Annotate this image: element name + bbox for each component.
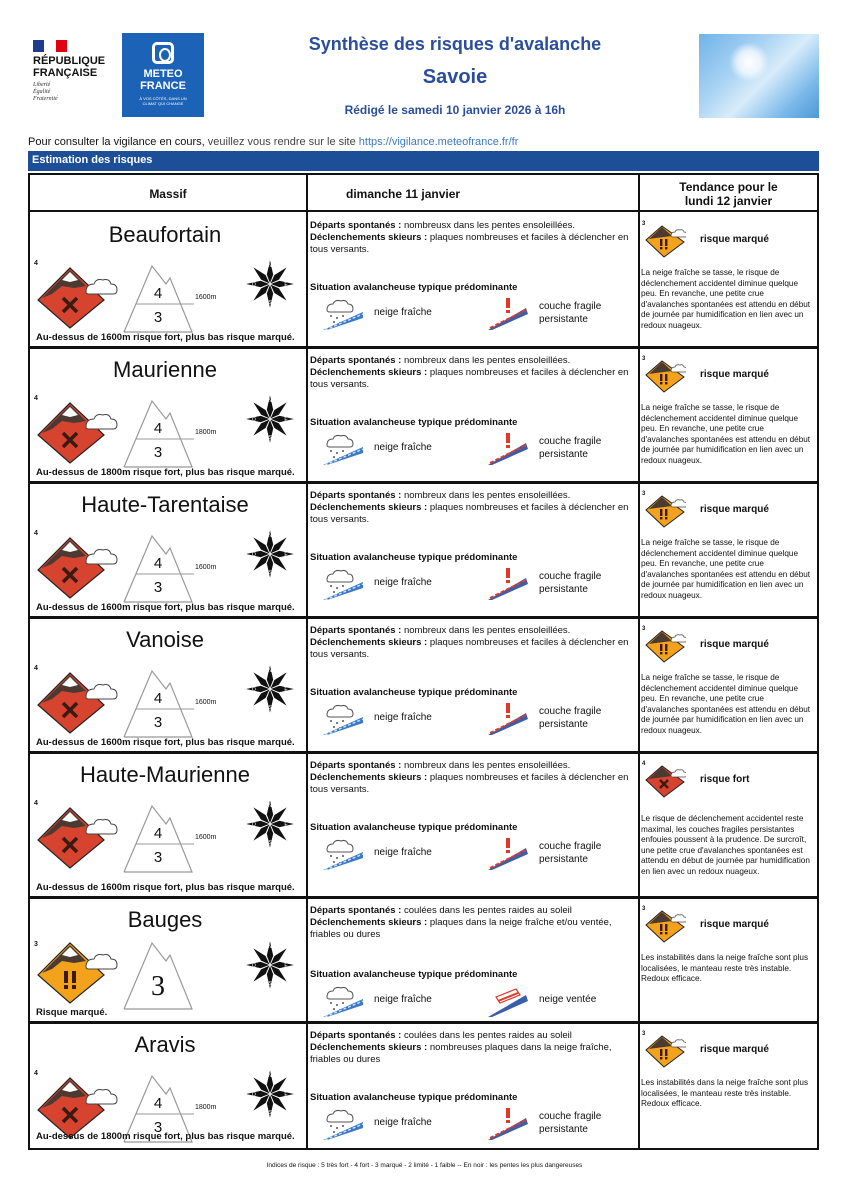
risk-upper-value: 4 xyxy=(153,825,163,842)
rf-motto xyxy=(33,82,113,103)
massif-name: Vanoise xyxy=(126,627,204,652)
cloud-icon xyxy=(86,550,117,565)
trend-risk-pictogram xyxy=(644,224,686,258)
situation-text: couche fragile persistante xyxy=(539,1111,602,1135)
situation-icon-fresh xyxy=(321,433,365,465)
trend-cloud-icon xyxy=(671,230,686,237)
risk-upper-value: 4 xyxy=(153,555,163,572)
risk-lower-value: 3 xyxy=(153,714,163,731)
risk-lower-value: 3 xyxy=(153,1119,163,1136)
risk-summary: Au-dessus de 1600m risque fort, plus bas risque marqué. xyxy=(36,882,295,893)
exclamation-mark xyxy=(72,971,76,983)
situation-icon-weak xyxy=(486,838,530,870)
trend-description: La neige fraîche se tasse, le risque de déclenchement accidentel diminue quelque peu. En revanche, une petite crue d'avalanches spontanées est attendu en début de journée par humidification en lien avec un redoux nuageux. xyxy=(641,538,811,600)
altitude-diagram xyxy=(122,397,194,469)
trend-risk-pictogram xyxy=(644,629,686,663)
declenchements-text: plaques nombreuses et faciles à déclencher en tous versants. xyxy=(310,502,629,525)
rose-letter: N xyxy=(268,533,272,539)
cloud-icon xyxy=(86,685,117,700)
rose-letter: S xyxy=(268,840,272,846)
departs-label: Départs spontanés : xyxy=(310,220,402,231)
situation-icon-fresh xyxy=(321,985,365,1017)
declenchements-label: Déclenchements skieurs : xyxy=(310,637,428,648)
risk-upper-value: 4 xyxy=(153,285,163,302)
situation-label: Situation avalancheuse typique prédominante xyxy=(310,417,518,428)
situation-icon-weak xyxy=(486,568,530,600)
warning-mark xyxy=(506,715,510,718)
risk-pictogram xyxy=(34,671,118,735)
departs-label: Départs spontanés : xyxy=(310,905,402,916)
altitude-diagram xyxy=(122,667,194,739)
rose-letter: S xyxy=(268,570,272,576)
altitude-threshold: 1600m xyxy=(195,699,217,706)
rose-letter: O xyxy=(252,1092,256,1098)
trend-risk-pictogram xyxy=(644,359,686,393)
risk-upper-value: 4 xyxy=(153,1095,163,1112)
situation-text: couche fragile persistante xyxy=(539,841,602,865)
meteo-name-2: FRANCE xyxy=(140,80,186,92)
risk-lower-value: 3 xyxy=(153,579,163,596)
rose-letter: N xyxy=(268,803,272,809)
risk-description xyxy=(310,625,640,661)
rose-letter: E xyxy=(284,1092,288,1098)
situation-label: Situation avalancheuse typique prédominante xyxy=(310,969,518,980)
snow-slope xyxy=(323,582,363,600)
risk-summary: Au-dessus de 1600m risque fort, plus bas risque marqué. xyxy=(36,602,295,613)
massif-row xyxy=(30,899,817,1024)
risk-level-number: 4 xyxy=(34,800,38,807)
consult-middle: veuillez vous rendre sur le site xyxy=(204,136,359,148)
risk-level-number: 4 xyxy=(34,530,38,537)
cloud-icon xyxy=(86,820,117,835)
departs-label: Départs spontanés : xyxy=(310,625,402,636)
situation-icon-fresh xyxy=(321,1108,365,1140)
exclamation-mark xyxy=(64,971,68,983)
massif-name: Haute-Maurienne xyxy=(80,762,250,787)
declenchements-label: Déclenchements skieurs : xyxy=(310,772,428,783)
trend-header-line-2: lundi 12 janvier xyxy=(684,193,773,208)
warning-mark xyxy=(506,1108,510,1118)
section-title-bar: Estimation des risques xyxy=(28,151,819,171)
republique-francaise-logo xyxy=(33,40,113,103)
risk-lower-value: 3 xyxy=(153,849,163,866)
risk-level-number: 4 xyxy=(34,260,38,267)
departs-label: Départs spontanés : xyxy=(310,355,402,366)
meteo-france-logo xyxy=(122,33,204,117)
warning-mark xyxy=(506,298,510,308)
risk-summary: Au-dessus de 1600m risque fort, plus bas risque marqué. xyxy=(36,737,295,748)
departs-text: coulées dans les pentes raides au soleil xyxy=(403,1030,572,1041)
risk-level-number: 4 xyxy=(34,395,38,402)
meteo-name-1: METEO xyxy=(143,68,183,80)
rose-letter: E xyxy=(284,552,288,558)
rose-letter: N xyxy=(268,668,272,674)
motto-fraternite: Fraternité xyxy=(33,96,58,102)
risk-upper-value: 4 xyxy=(153,690,163,707)
trend-cloud-icon xyxy=(671,915,686,922)
sky-photo xyxy=(699,34,819,118)
situation-label: Situation avalancheuse typique prédominante xyxy=(310,687,518,698)
rose-letter: E xyxy=(284,282,288,288)
risk-summary: Au-dessus de 1800m risque fort, plus bas risque marqué. xyxy=(36,467,295,478)
rose-letter: N xyxy=(268,263,272,269)
rose-letter: N xyxy=(268,944,272,950)
trend-risk-pictogram xyxy=(644,494,686,528)
cloud-icon xyxy=(86,955,117,970)
departs-text: nombreux dans les pentes ensoleillées. xyxy=(403,625,571,636)
altitude-diagram xyxy=(122,939,194,1011)
risk-single-value: 3 xyxy=(151,971,165,1002)
warning-mark xyxy=(506,703,510,713)
rose-letter: O xyxy=(252,552,256,558)
departs-label: Départs spontanés : xyxy=(310,1030,402,1041)
altitude-diagram xyxy=(122,802,194,874)
trend-description: Les instabilités dans la neige fraîche sont plus localisées, le manteau reste très instable. Redoux efficace. xyxy=(641,953,809,983)
aspect-rose xyxy=(244,798,296,850)
risk-description xyxy=(310,355,640,391)
department-title: Savoie xyxy=(422,66,488,88)
situation-text: neige fraîche xyxy=(374,1117,432,1128)
situation-text: neige fraîche xyxy=(374,712,432,723)
rose-letter: E xyxy=(284,687,288,693)
declenchements-label: Déclenchements skieurs : xyxy=(310,1042,428,1053)
situation-icon-wind xyxy=(486,985,530,1017)
rf-title-line-1: RÉPUBLIQUE xyxy=(33,55,106,67)
written-date: Rédigé le samedi 10 janvier 2026 à 16h xyxy=(344,103,566,117)
situation-text: neige fraîche xyxy=(374,994,432,1005)
cloud-icon xyxy=(86,415,117,430)
meteo-france-icon xyxy=(152,42,174,64)
exclamation-mark xyxy=(72,985,76,989)
rose-letter: O xyxy=(252,822,256,828)
situation-icon-fresh xyxy=(321,568,365,600)
risk-description xyxy=(310,1030,640,1066)
rose-letter: O xyxy=(252,282,256,288)
rose-letter: E xyxy=(284,963,288,969)
declenchements-text: plaques nombreuses et faciles à déclencher en tous versants. xyxy=(310,232,629,255)
altitude-diagram xyxy=(122,262,194,334)
trend-description: La neige fraîche se tasse, le risque de déclenchement accidentel diminue quelque peu. En revanche, une petite crue d'avalanches spontanées est attendu en début de journée par humidification en lien avec un redoux nuageux. xyxy=(641,268,811,330)
situation-text: couche fragile persistante xyxy=(539,436,602,460)
col-header-day: dimanche 11 janvier xyxy=(346,186,461,201)
snow-slope xyxy=(323,447,363,465)
trend-header-line-1: Tendance pour le xyxy=(679,179,778,194)
trend-description: La neige fraîche se tasse, le risque de déclenchement accidentel diminue quelque peu. En revanche, une petite crue d'avalanches spontanées est attendu en début de journée par humidification en lien avec un redoux nuageux. xyxy=(641,403,811,465)
massif-name: Beaufortain xyxy=(108,222,222,247)
declenchements-text: plaques nombreuses et faciles à déclencher en tous versants. xyxy=(310,772,629,795)
situation-text: neige fraîche xyxy=(374,442,432,453)
trend-cloud-icon xyxy=(671,770,686,777)
departs-text: nombreux dans les pentes ensoleillées. xyxy=(403,490,571,501)
massif-row xyxy=(30,754,817,899)
risk-description xyxy=(310,905,640,941)
rose-letter: N xyxy=(268,1073,272,1079)
risk-pictogram xyxy=(34,266,118,330)
table-header xyxy=(30,175,817,212)
warning-mark xyxy=(506,433,510,443)
risk-pictogram xyxy=(34,401,118,465)
massif-row xyxy=(30,349,817,484)
situation-icon-fresh xyxy=(321,298,365,330)
rose-letter: E xyxy=(284,822,288,828)
situation-icon-fresh xyxy=(321,703,365,735)
rose-letter: O xyxy=(252,687,256,693)
rose-letter: O xyxy=(252,963,256,969)
risk-level-number: 3 xyxy=(34,941,38,948)
rose-letter: S xyxy=(268,705,272,711)
trend-risk-number: 3 xyxy=(642,1031,646,1037)
warning-mark xyxy=(506,838,510,848)
rose-letter: N xyxy=(268,398,272,404)
altitude-threshold: 1600m xyxy=(195,294,217,301)
situation-icon-weak xyxy=(486,433,530,465)
french-flag-icon xyxy=(33,40,67,52)
trend-risk-pictogram xyxy=(644,909,686,943)
declenchements-text: plaques nombreuses et faciles à déclencher en tous versants. xyxy=(310,637,629,660)
departs-text: coulées dans les pentes raides au soleil xyxy=(403,905,572,916)
snow-slope xyxy=(323,852,363,870)
trend-risk-number: 3 xyxy=(642,221,646,227)
trend-risk-label: risque marqué xyxy=(700,504,769,515)
snow-slope xyxy=(323,1122,363,1140)
trend-cloud-icon xyxy=(671,500,686,507)
trend-cloud-icon xyxy=(671,635,686,642)
aspect-rose xyxy=(244,939,296,991)
situation-text: couche fragile persistante xyxy=(539,571,602,595)
altitude-threshold: 1800m xyxy=(195,429,217,436)
col-header-massif: Massif xyxy=(149,186,187,201)
departs-label: Départs spontanés : xyxy=(310,490,402,501)
altitude-diagram xyxy=(122,532,194,604)
page-title: Synthèse des risques d'avalanche xyxy=(308,34,602,54)
situation-icon-weak xyxy=(486,298,530,330)
situation-label: Situation avalancheuse typique prédominante xyxy=(310,552,518,563)
risk-summary: Risque marqué. xyxy=(36,1007,108,1018)
aspect-rose xyxy=(244,1068,296,1120)
motto-egalite: Égalité xyxy=(33,89,51,95)
massif-row xyxy=(30,484,817,619)
massif-row xyxy=(30,1024,817,1148)
massif-row xyxy=(30,619,817,754)
situation-label: Situation avalancheuse typique prédominante xyxy=(310,822,518,833)
motto-liberte: Liberté xyxy=(33,82,51,88)
aspect-rose xyxy=(244,663,296,715)
consult-prefix: Pour consulter la vigilance en cours, xyxy=(28,136,205,148)
altitude-threshold: 1600m xyxy=(195,834,217,841)
trend-risk-label: risque marqué xyxy=(700,234,769,245)
warning-mark xyxy=(506,445,510,448)
massif-name: Aravis xyxy=(134,1032,196,1057)
trend-cloud-icon xyxy=(671,1040,686,1047)
trend-description: La neige fraîche se tasse, le risque de déclenchement accidentel diminue quelque peu. En revanche, une petite crue d'avalanches spontanées est attendu en début de journée par humidification en lien avec un redoux nuageux. xyxy=(641,673,811,735)
massif-name: Maurienne xyxy=(113,357,217,382)
declenchements-label: Déclenchements skieurs : xyxy=(310,367,428,378)
warning-mark xyxy=(506,568,510,578)
altitude-threshold: 1600m xyxy=(195,564,217,571)
trend-risk-label: risque marqué xyxy=(700,919,769,930)
trend-cloud-icon xyxy=(671,365,686,372)
declenchements-label: Déclenchements skieurs : xyxy=(310,917,428,928)
risk-description xyxy=(310,490,640,526)
situation-icon-weak xyxy=(486,703,530,735)
risk-pictogram xyxy=(34,941,118,1005)
situation-text: neige fraîche xyxy=(374,307,432,318)
trend-risk-label: risque marqué xyxy=(700,1044,769,1055)
declenchements-text: nombreuses plaques dans la neige fraîche, friables ou dures xyxy=(310,1042,612,1065)
trend-risk-number: 3 xyxy=(642,491,646,497)
trend-risk-label: risque marqué xyxy=(700,639,769,650)
aspect-rose xyxy=(244,258,296,310)
trend-risk-label: risque fort xyxy=(700,774,750,785)
massif-row xyxy=(30,214,817,349)
massif-name: Bauges xyxy=(127,907,203,932)
departs-text: nombreux dans les pentes ensoleillées. xyxy=(403,760,571,771)
risk-level-number: 4 xyxy=(34,1070,38,1077)
rose-letter: S xyxy=(268,435,272,441)
situation-icon-fresh xyxy=(321,838,365,870)
col-header-trend xyxy=(640,175,817,212)
risk-table xyxy=(28,173,819,1150)
departs-text: nombreusx dans les pentes ensoleillées. xyxy=(403,220,576,231)
warning-mark xyxy=(506,850,510,853)
page-header xyxy=(0,0,849,130)
risk-pictogram xyxy=(34,806,118,870)
trend-risk-number: 3 xyxy=(642,626,646,632)
trend-risk-number: 4 xyxy=(642,761,646,767)
trend-risk-number: 3 xyxy=(642,356,646,362)
risk-description xyxy=(310,220,640,256)
declenchements-text: plaques nombreuses et faciles à déclencher en tous versants. xyxy=(310,367,629,390)
rose-letter: S xyxy=(268,300,272,306)
rose-letter: E xyxy=(284,417,288,423)
snow-slope xyxy=(323,717,363,735)
situation-text: neige fraîche xyxy=(374,577,432,588)
massif-name: Haute-Tarentaise xyxy=(81,492,249,517)
warning-mark xyxy=(506,1120,510,1123)
situation-text: couche fragile persistante xyxy=(539,301,602,325)
declenchements-label: Déclenchements skieurs : xyxy=(310,232,428,243)
trend-risk-label: risque marqué xyxy=(700,369,769,380)
rose-letter: S xyxy=(268,1110,272,1116)
situation-label: Situation avalancheuse typique prédominante xyxy=(310,282,518,293)
rf-title-line-2: FRANÇAISE xyxy=(33,67,98,79)
risk-level-number: 4 xyxy=(34,665,38,672)
consult-line xyxy=(28,136,518,148)
trend-description: Les instabilités dans la neige fraîche sont plus localisées, le manteau reste très instable. Redoux efficace. xyxy=(641,1078,809,1108)
situation-text: neige ventée xyxy=(539,994,597,1005)
situation-label: Situation avalancheuse typique prédominante xyxy=(310,1092,518,1103)
snow-slope xyxy=(323,312,363,330)
risk-lower-value: 3 xyxy=(153,309,163,326)
cloud-icon xyxy=(86,280,117,295)
declenchements-text: plaques dans la neige fraîche et/ou ventée, friables ou dures xyxy=(310,917,612,940)
rose-letter: O xyxy=(252,417,256,423)
risk-summary: Au-dessus de 1600m risque fort, plus bas risque marqué. xyxy=(36,332,295,343)
snow-slope xyxy=(323,999,363,1017)
trend-risk-pictogram xyxy=(644,764,686,798)
situation-text: couche fragile persistante xyxy=(539,706,602,730)
vigilance-link[interactable]: https://vigilance.meteofrance.fr/fr xyxy=(358,136,519,148)
risk-pictogram xyxy=(34,536,118,600)
meteo-tagline: À VOS CÔTÉS, DANS UN CLIMAT QUI CHANGE xyxy=(139,96,187,106)
risk-upper-value: 4 xyxy=(153,420,163,437)
trend-description: Le risque de déclenchement accidentel reste maximal, les couches fragiles persistantes enfouies poussent à la prudence. De surcroît, une petite crue d'avalanches spontanées est attendu en début de journée par humidification en lien avec un redoux nuageux. xyxy=(641,814,810,876)
warning-mark xyxy=(506,310,510,313)
altitude-threshold: 1800m xyxy=(195,1104,217,1111)
rose-letter: S xyxy=(268,981,272,987)
departs-text: nombreux dans les pentes ensoleillées. xyxy=(403,355,571,366)
risk-index-legend: Indices de risque : 5 très fort - 4 fort - 3 marqué - 2 limité - 1 faible -- En noir : les pentes les plus dangereuses xyxy=(266,1162,583,1169)
aspect-rose xyxy=(244,393,296,445)
declenchements-label: Déclenchements skieurs : xyxy=(310,502,428,513)
situation-icon-weak xyxy=(486,1108,530,1140)
warning-mark xyxy=(506,580,510,583)
situation-text: neige fraîche xyxy=(374,847,432,858)
aspect-rose xyxy=(244,528,296,580)
trend-risk-number: 3 xyxy=(642,906,646,912)
departs-label: Départs spontanés : xyxy=(310,760,402,771)
risk-summary: Au-dessus de 1800m risque fort, plus bas risque marqué. xyxy=(36,1131,295,1142)
cloud-icon xyxy=(86,1090,117,1105)
exclamation-mark xyxy=(64,985,68,989)
risk-description xyxy=(310,760,640,796)
risk-lower-value: 3 xyxy=(153,444,163,461)
trend-risk-pictogram xyxy=(644,1034,686,1068)
